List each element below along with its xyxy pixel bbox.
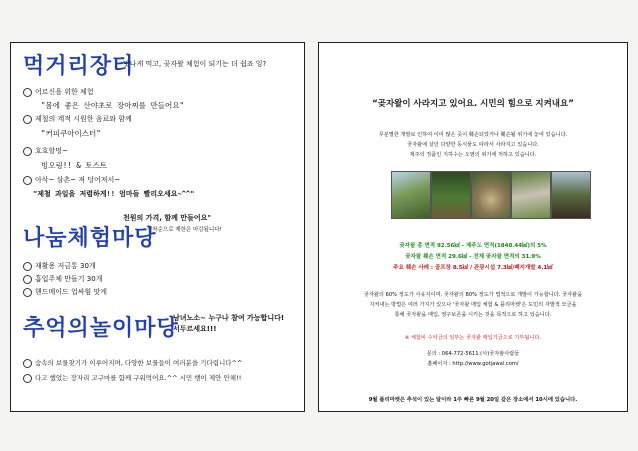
memory-play-note-2: 서두르세요!!!	[173, 325, 217, 333]
intro-line: 곶자왈에 살던 다양한 동식물도 따라서 사라지고 있습니다.	[407, 142, 539, 148]
stat-damage-cases: 주요 훼손 사례 : 골프장 8.5㎢ / 관광시설 7.3㎢/폐지개발 4.1㎢	[393, 265, 553, 271]
cleared-land-photo	[551, 171, 591, 219]
circle-bullet-icon	[23, 374, 32, 383]
title-sharing-experience: 나눔체험마당	[23, 226, 157, 251]
circle-bullet-icon	[23, 88, 32, 97]
body-line: 지켜내는 방법은 여러 가지가 있으나 '곶자왈 매입 체험 & 플리마켓'은 도민의 자발적 모금을	[369, 302, 577, 308]
quote: 빙오링!! & 토스트	[41, 161, 108, 170]
forest-photo	[391, 171, 431, 219]
homepage-link: 홈페이지 : http://www.gotjawal.com/	[427, 361, 519, 367]
sub-title: 천원의 가격, 함께 만들어요"	[123, 214, 211, 222]
list-item: 핸드메이드 업싸힘 맛게	[23, 287, 107, 297]
donation-note: ※ 체험비 수익금의 일부는 곶자왈 매입기금으로 기부됩니다.	[404, 335, 542, 341]
circle-bullet-icon	[23, 115, 32, 124]
quote: "제철 과일을 저렴하게!! 엄마들 빨리오세요~^^"	[33, 190, 195, 198]
quote: "커피쿠아이스터"	[41, 129, 101, 138]
title-food-market: 먹거리장터	[23, 54, 135, 79]
circle-bullet-icon	[23, 176, 32, 185]
title-memory-play: 추억의놀이마당	[23, 316, 179, 341]
list-item: 제철의 계적 시원한 음료와 함께	[23, 114, 132, 124]
body-line: 통해 곶자왈을 매입, 영구보존을 시키는 것을 목적으로 하고 있습니다.	[394, 312, 552, 318]
list-item: 다고 했었는 장자리 고구마를 함께 구워먹어요.^^ 시민 행이 제안 안채!!	[23, 373, 241, 383]
body-line: 곶자왈의 60% 정도가 사유지이며, 곶자왈의 80% 정도가 법적으로 개발이 가능합니다. 곶자왈을	[363, 292, 583, 298]
stat-total-area: 곶자왈 총 면적 92.56㎢ - 제주도 면적(1848.44㎢)의 5%	[399, 243, 547, 249]
circle-bullet-icon	[23, 288, 32, 297]
list-item: 재활용 저금통 30개	[23, 261, 96, 271]
list-item: 어르신을 위한 체험	[23, 87, 94, 97]
headline: “곶자왈이 사라지고 있어요. 시민의 힘으로 지켜내요”	[372, 99, 574, 109]
golf-course-photo	[511, 171, 551, 219]
circle-bullet-icon	[23, 262, 32, 271]
footer-notice: 9월 플리마켓은 추석이 있는 달이라 1주 빠른 9월 20일 같은 장소에서 10시에 있습니다.	[368, 397, 578, 403]
circle-bullet-icon	[23, 275, 32, 284]
left-flyer	[10, 42, 305, 412]
quote: "몸에 좋은 산야초로 장아찌를 만들어요"	[41, 101, 185, 110]
memory-play-note: 남녀노소~ 누구나 참여 가능합니다!	[173, 314, 285, 322]
stat-damaged-area: 곶자왈 훼손 면적 29.6㎢ - 전체 곶자왈 면적의 31.9%	[405, 254, 541, 260]
forest-photo	[431, 171, 471, 219]
list-item: 호호할멍~	[23, 146, 68, 156]
contact-info: 문의 : 064-772-5611 (사)곶자왈사람들	[426, 351, 520, 357]
circle-bullet-icon	[23, 147, 32, 156]
sub-note: -선착순으로 제한은 마감됩니다!	[145, 227, 222, 233]
right-flyer	[318, 42, 628, 412]
circle-bullet-icon	[23, 359, 32, 368]
quarry-photo	[471, 171, 511, 219]
intro-line: 제주의 정품인 지하수는 오염의 위기에 처하고 있습니다.	[409, 152, 537, 158]
list-item: 흡입주체 만들기 30개	[23, 274, 102, 284]
list-item: 숨속의 보물찾기가 이루어지며, 다양한 보물들이 여러분을 기다립니다^^	[23, 358, 242, 368]
intro-line: 무분별한 개발로 인하여 이미 많은 곳이 훼손되었거나 훼손될 위기에 놓여 있습니다.	[378, 132, 568, 138]
food-market-note: 맛나게 먹고, 곶자왈 체험이 되기는 더 쉽죠 잉?	[123, 60, 267, 68]
list-item: 아삭~ 삼촌~ 져 덩어져서~	[23, 175, 120, 185]
